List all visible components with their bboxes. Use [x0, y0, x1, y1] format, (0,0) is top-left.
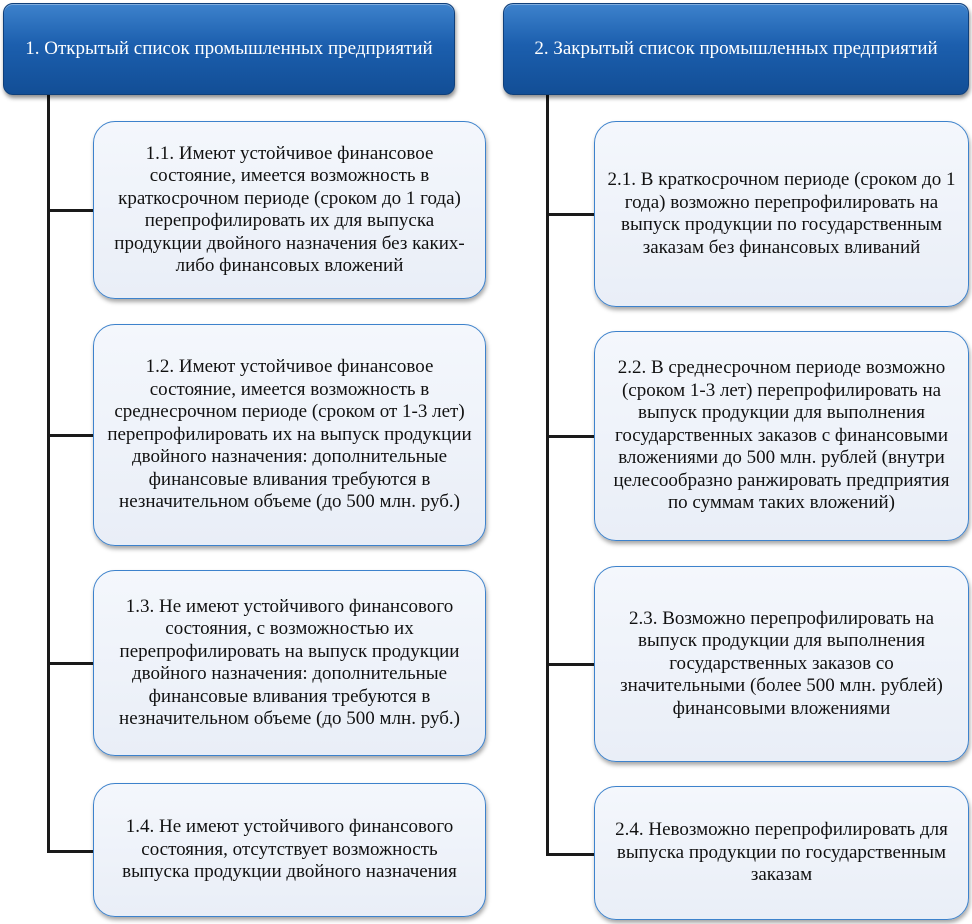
left-branch-1 — [47, 209, 93, 212]
closed-list-header-label: 2. Закрытый список промышленных предприятий — [534, 38, 938, 59]
open-list-item-1-3 — [93, 570, 486, 756]
closed-list-header — [503, 3, 969, 95]
right-branch-1 — [546, 213, 594, 216]
closed-list-item-2-3 — [594, 566, 969, 762]
left-branch-3 — [47, 662, 93, 665]
item-text: 1.1. Имеют устойчивое финансовое состояние, имеется возможность в краткосрочном периоде (сроком до 1 года) перепрофилировать их для выпуска продукции двойного назначения без каких-либо финансовых вложений — [114, 142, 465, 276]
item-text: 1.2. Имеют устойчивое финансовое состояние, имеется возможность в среднесрочном периоде (сроком от 1-3 лет) перепрофилировать их на выпуск продукции двойного назначения: дополнительные финансовые вливания требуются в незначительном объеме (до 500 млн. руб.) — [107, 356, 472, 513]
item-text: 2.4. Невозможно перепрофилировать для выпуска продукции по государственным заказам — [615, 819, 948, 886]
open-list-item-1-4 — [93, 783, 486, 917]
open-list-item-1-2 — [93, 324, 486, 546]
left-branch-4 — [47, 850, 93, 853]
closed-list-item-2-4 — [594, 786, 969, 920]
right-branch-3 — [546, 663, 594, 666]
left-branch-2 — [47, 434, 93, 437]
item-text: 1.4. Не имеют устойчивого финансового состояния, отсутствует возможность выпуска продукции двойного назначения — [122, 816, 457, 883]
open-list-header — [3, 3, 455, 95]
right-branch-4 — [546, 853, 594, 856]
open-list-header-label: 1. Открытый список промышленных предприятий — [25, 38, 433, 59]
item-text: 1.3. Не имеют устойчивого финансового состояния, с возможностью их перепрофилировать на выпуск продукции двойного назначения: дополнительные финансовые вливания требуются в незначительном объеме (до 500 млн. руб.) — [119, 595, 460, 729]
item-text: 2.1. В краткосрочном периоде (сроком до 1 года) возможно перепрофилировать на выпуск продукции по государственным заказам без финансовых вливаний — [607, 169, 956, 258]
closed-list-item-2-1 — [594, 121, 969, 307]
open-list-item-1-1 — [93, 121, 486, 299]
item-text: 2.3. Возможно перепрофилировать на выпуск продукции для выполнения государственных заказов со значительными (более 500 млн. рублей) финансовыми вложениями — [620, 607, 943, 719]
right-trunk-line — [546, 95, 549, 856]
right-branch-2 — [546, 435, 594, 438]
closed-list-item-2-2 — [594, 331, 969, 541]
item-text: 2.2. В среднесрочном периоде возможно (сроком 1-3 лет) перепрофилировать на выпуск продукции для выполнения государственных заказов с финансовыми вложениями до 500 млн. рублей (внутри целесообразно ранжировать предприятия по суммам таких вложений) — [613, 357, 950, 514]
